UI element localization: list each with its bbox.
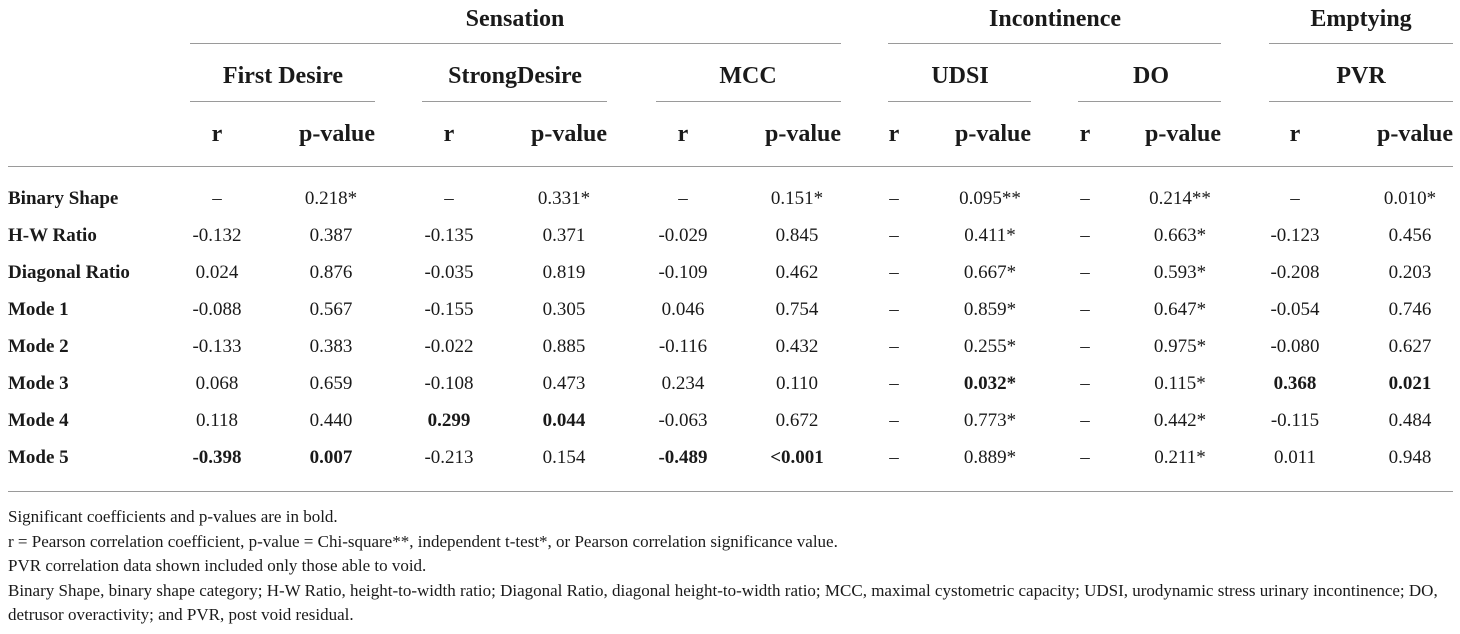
cell-p-value: 0.462	[775, 262, 819, 283]
col-header-p-value: p-value	[1376, 121, 1453, 147]
cell-p-value: 0.411*	[964, 225, 1016, 246]
cell-p-value: 0.627	[1388, 336, 1432, 357]
subgroup-rule-do	[1078, 101, 1221, 102]
group-rule-incontinence	[888, 43, 1221, 44]
cell-r: -0.213	[424, 447, 474, 468]
col-header-r: r	[677, 121, 689, 147]
cell-p-value: 0.659	[309, 373, 353, 394]
cell-r: –	[678, 188, 688, 209]
col-header-r: r	[443, 121, 455, 147]
cell-p-value: 0.255*	[963, 336, 1017, 357]
cell-r: -0.133	[192, 336, 242, 357]
subheader-mcc: MCC	[719, 63, 777, 89]
cell-r: 0.299	[427, 410, 471, 431]
cell-p-value: 0.203	[1388, 262, 1432, 283]
cell-p-value: 0.007	[309, 447, 353, 468]
note-line: r = Pearson correlation coefficient, p-value = Chi-square**, independent t-test*, or Pearson correlation significance value.	[8, 531, 838, 551]
note-line: PVR correlation data shown included only those able to void.	[8, 556, 427, 575]
col-header-p-value: p-value	[298, 121, 375, 147]
cell-r: –	[889, 336, 899, 357]
cell-p-value: 0.154	[542, 447, 586, 468]
cell-p-value: 0.819	[542, 262, 586, 283]
cell-r: –	[1080, 299, 1090, 320]
row-label: Mode 2	[8, 336, 69, 357]
cell-p-value: 0.095**	[959, 188, 1021, 209]
cell-p-value: <0.001	[770, 447, 824, 468]
cell-p-value: 0.214**	[1149, 188, 1211, 209]
col-header-r: r	[211, 121, 223, 147]
cell-p-value: 0.440	[309, 410, 353, 431]
row-label: Mode 4	[8, 410, 69, 431]
cell-r: 0.011	[1273, 447, 1317, 468]
cell-r: –	[889, 447, 899, 468]
cell-r: –	[889, 299, 899, 320]
cell-p-value: 0.110	[775, 373, 819, 394]
subheader-udsi: UDSI	[931, 63, 989, 89]
cell-p-value: 0.667*	[963, 262, 1017, 283]
cell-p-value: 0.859*	[963, 299, 1017, 320]
col-header-r: r	[1289, 121, 1301, 147]
cell-r: -0.109	[658, 262, 708, 283]
cell-p-value: 0.383	[309, 336, 353, 357]
group-rule-sensation	[190, 43, 841, 44]
cell-p-value: 0.484	[1388, 410, 1432, 431]
cell-r: 0.118	[195, 410, 239, 431]
cell-r: -0.088	[192, 299, 242, 320]
cell-r: –	[444, 188, 454, 209]
cell-r: –	[212, 188, 222, 209]
note-line: Binary Shape, binary shape category; H-W Ratio, height-to-width ratio; Diagonal Ratio, diagonal height-to-width ratio; MCC, maximal cystometric capacity; UDSI, urodynamic stress urinary incontinence; DO, detrusor overactivity; and PVR, post void residual.	[8, 580, 1438, 624]
cell-p-value: 0.975*	[1153, 336, 1207, 357]
cell-r: 0.368	[1273, 373, 1317, 394]
cell-p-value: 0.567	[309, 299, 353, 320]
col-header-r: r	[888, 121, 900, 147]
cell-r: -0.155	[424, 299, 474, 320]
cell-p-value: 0.218*	[304, 188, 358, 209]
cell-r: -0.035	[424, 262, 474, 283]
cell-p-value: 0.387	[309, 225, 353, 246]
cell-p-value: 0.885	[542, 336, 586, 357]
cell-p-value: 0.151*	[770, 188, 824, 209]
cell-r: 0.024	[195, 262, 239, 283]
col-header-p-value: p-value	[1144, 121, 1221, 147]
cell-r: –	[889, 410, 899, 431]
cell-r: –	[1080, 410, 1090, 431]
subgroup-rule-udsi	[888, 101, 1031, 102]
cell-r: -0.489	[658, 447, 708, 468]
cell-r: –	[1080, 336, 1090, 357]
table-notes	[8, 505, 1458, 628]
cell-p-value: 0.473	[542, 373, 586, 394]
cell-p-value: 0.032*	[963, 373, 1017, 394]
cell-r: –	[889, 262, 899, 283]
note-line: Significant coefficients and p-values are in bold.	[8, 507, 338, 526]
cell-r: -0.398	[192, 447, 242, 468]
cell-p-value: 0.115*	[1154, 373, 1206, 394]
row-label: H-W Ratio	[8, 225, 97, 246]
cell-r: –	[1080, 373, 1090, 394]
cell-p-value: 0.948	[1388, 447, 1432, 468]
cell-r: -0.135	[424, 225, 474, 246]
cell-r: -0.029	[658, 225, 708, 246]
group-header-incontinence: Incontinence	[989, 6, 1121, 32]
cell-r: -0.108	[424, 373, 474, 394]
header-rule	[8, 166, 1453, 167]
subgroup-rule-pvr	[1269, 101, 1453, 102]
cell-p-value: 0.647*	[1153, 299, 1207, 320]
cell-p-value: 0.754	[775, 299, 819, 320]
cell-p-value: 0.773*	[963, 410, 1017, 431]
cell-r: 0.068	[195, 373, 239, 394]
cell-p-value: 0.331*	[537, 188, 591, 209]
cell-p-value: 0.672	[775, 410, 819, 431]
row-label: Mode 3	[8, 373, 69, 394]
table-bottom-rule	[8, 491, 1453, 492]
cell-p-value: 0.746	[1388, 299, 1432, 320]
cell-r: -0.054	[1270, 299, 1320, 320]
col-header-p-value: p-value	[954, 121, 1031, 147]
cell-p-value: 0.044	[542, 410, 586, 431]
cell-r: -0.063	[658, 410, 708, 431]
subheader-do: DO	[1133, 63, 1169, 89]
cell-r: –	[1080, 225, 1090, 246]
cell-r: -0.132	[192, 225, 242, 246]
cell-p-value: 0.456	[1388, 225, 1432, 246]
cell-p-value: 0.305	[542, 299, 586, 320]
cell-r: –	[889, 373, 899, 394]
subheader-pvr: PVR	[1336, 63, 1386, 89]
cell-r: -0.208	[1270, 262, 1320, 283]
cell-r: -0.116	[658, 336, 708, 357]
row-label: Mode 1	[8, 299, 69, 320]
cell-p-value: 0.010*	[1383, 188, 1437, 209]
cell-r: -0.123	[1270, 225, 1320, 246]
col-header-p-value: p-value	[764, 121, 841, 147]
col-header-p-value: p-value	[530, 121, 607, 147]
cell-r: –	[1290, 188, 1300, 209]
cell-p-value: 0.371	[542, 225, 586, 246]
cell-p-value: 0.211*	[1154, 447, 1206, 468]
cell-r: 0.046	[661, 299, 705, 320]
cell-r: –	[889, 188, 899, 209]
cell-p-value: 0.442*	[1153, 410, 1207, 431]
cell-r: –	[1080, 262, 1090, 283]
row-label: Diagonal Ratio	[8, 262, 130, 283]
row-label: Binary Shape	[8, 188, 119, 209]
cell-r: -0.115	[1270, 410, 1320, 431]
col-header-r: r	[1079, 121, 1091, 147]
cell-r: -0.080	[1270, 336, 1320, 357]
cell-p-value: 0.021	[1388, 373, 1432, 394]
group-rule-emptying	[1269, 43, 1453, 44]
cell-p-value: 0.663*	[1153, 225, 1207, 246]
group-header-emptying: Emptying	[1310, 6, 1412, 32]
cell-r: –	[1080, 188, 1090, 209]
subheader-strong-desire: StrongDesire	[448, 63, 582, 89]
cell-p-value: 0.876	[309, 262, 353, 283]
cell-p-value: 0.845	[775, 225, 819, 246]
cell-p-value: 0.593*	[1153, 262, 1207, 283]
subgroup-rule-first-desire	[190, 101, 375, 102]
subheader-first-desire: First Desire	[222, 63, 344, 89]
cell-r: -0.022	[424, 336, 474, 357]
group-header-sensation: Sensation	[465, 6, 565, 32]
cell-p-value: 0.889*	[963, 447, 1017, 468]
cell-r: 0.234	[661, 373, 705, 394]
subgroup-rule-strong-desire	[422, 101, 607, 102]
cell-p-value: 0.432	[775, 336, 819, 357]
cell-r: –	[889, 225, 899, 246]
row-label: Mode 5	[8, 447, 69, 468]
subgroup-rule-mcc	[656, 101, 841, 102]
cell-r: –	[1080, 447, 1090, 468]
